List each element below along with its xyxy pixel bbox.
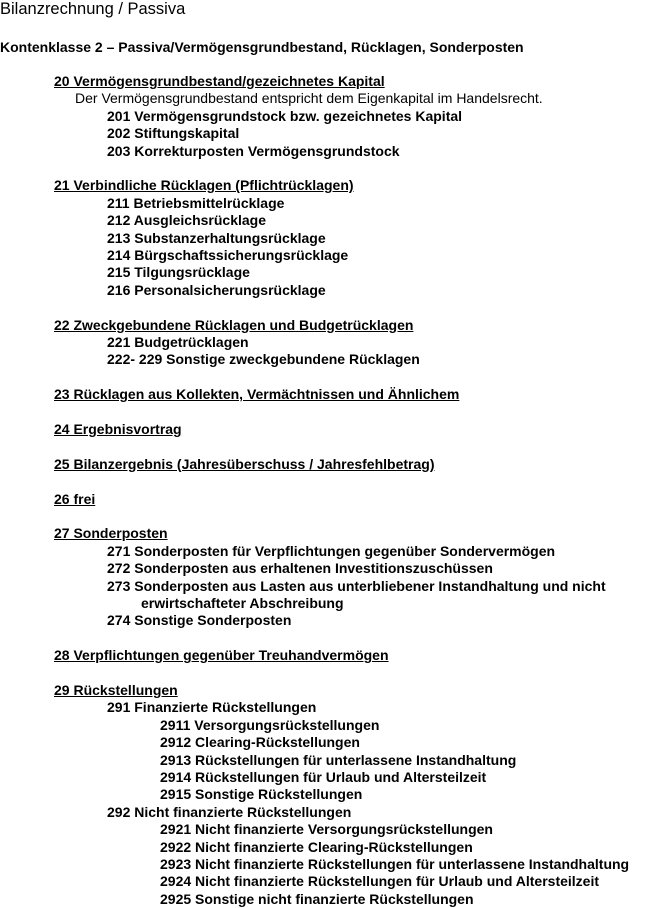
account-line: 2923 Nicht finanzierte Rückstellungen für unterlassene Instandhaltung bbox=[160, 856, 630, 872]
account-group-heading: 26 frei bbox=[54, 490, 96, 507]
account-group-heading: 25 Bilanzergebnis (Jahresüberschuss / Jahresfehlbetrag) bbox=[54, 455, 435, 472]
account-line: 2925 Sonstige nicht finanzierte Rückstellungen bbox=[160, 890, 474, 907]
account-line: 222- 229 Sonstige zweckgebundene Rücklagen bbox=[107, 351, 420, 368]
account-line: 214 Bürgschaftssicherungsrücklage bbox=[107, 247, 349, 263]
account-group-heading: 29 Rückstellungen bbox=[54, 682, 178, 698]
account-line: 274 Sonstige Sonderposten bbox=[107, 612, 292, 629]
account-line: 291 Finanzierte Rückstellungen bbox=[107, 699, 317, 716]
account-line: 2914 Rückstellungen für Urlaub und Altersteilzeit bbox=[160, 769, 487, 785]
account-line: 215 Tilgungsrücklage bbox=[107, 264, 250, 281]
account-note: Der Vermögensgrundbestand entspricht dem Eigenkapital im Handelsrecht. bbox=[75, 90, 543, 107]
account-line: 2913 Rückstellungen für unterlassene Instandhaltung bbox=[160, 751, 517, 768]
account-group-heading: 27 Sonderposten bbox=[54, 525, 168, 542]
account-group-heading: 20 Vermögensgrundbestand/gezeichnetes Kapital bbox=[54, 73, 385, 89]
document-title: Bilanzrechnung / Passiva bbox=[0, 0, 186, 18]
account-line: 212 Ausgleichsrücklage bbox=[107, 212, 267, 229]
account-line: 201 Vermögensgrundstock bzw. gezeichnetes Kapital bbox=[107, 107, 463, 124]
account-line: 203 Korrekturposten Vermögensgrundstock bbox=[107, 142, 400, 159]
account-line: 2924 Nicht finanzierte Rückstellungen für Urlaub und Altersteilzeit bbox=[160, 873, 600, 890]
account-line: 216 Personalsicherungsrücklage bbox=[107, 281, 326, 298]
account-group-heading: 23 Rücklagen aus Kollekten, Vermächtnissen und Ähnlichem bbox=[54, 386, 460, 403]
account-line: 221 Budgetrücklagen bbox=[107, 334, 249, 350]
account-line: 272 Sonderposten aus erhaltenen Investitionszuschüssen bbox=[107, 560, 493, 577]
account-group-heading: 28 Verpflichtungen gegenüber Treuhandvermögen bbox=[54, 647, 389, 664]
account-class-heading: Kontenklasse 2 – Passiva/Vermögensgrundbestand, Rücklagen, Sonderposten bbox=[0, 39, 524, 55]
account-line: 2922 Nicht finanzierte Clearing-Rückstellungen bbox=[160, 838, 473, 855]
account-line: 2921 Nicht finanzierte Versorgungsrückstellungen bbox=[160, 821, 493, 838]
account-line: 211 Betriebsmittelrücklage bbox=[107, 194, 285, 211]
account-line: erwirtschafteter Abschreibung bbox=[141, 595, 344, 611]
account-line: 271 Sonderposten für Verpflichtungen gegenüber Sondervermögen bbox=[107, 542, 556, 559]
account-line: 2915 Sonstige Rückstellungen bbox=[160, 786, 363, 803]
account-line: 2912 Clearing-Rückstellungen bbox=[160, 734, 360, 751]
account-line: 2911 Versorgungsrückstellungen bbox=[160, 716, 380, 733]
account-group-heading: 24 Ergebnisvortrag bbox=[54, 421, 182, 437]
account-line: 213 Substanzerhaltungsrücklage bbox=[107, 229, 326, 246]
account-line: 202 Stiftungskapital bbox=[107, 125, 240, 142]
account-group-heading: 21 Verbindliche Rücklagen (Pflichtrücklagen) bbox=[54, 177, 354, 194]
account-group-heading: 22 Zweckgebundene Rücklagen und Budgetrücklagen bbox=[54, 316, 414, 333]
account-line: 273 Sonderposten aus Lasten aus unterbliebener Instandhaltung und nicht bbox=[107, 577, 606, 594]
account-line: 292 Nicht finanzierte Rückstellungen bbox=[107, 803, 352, 820]
